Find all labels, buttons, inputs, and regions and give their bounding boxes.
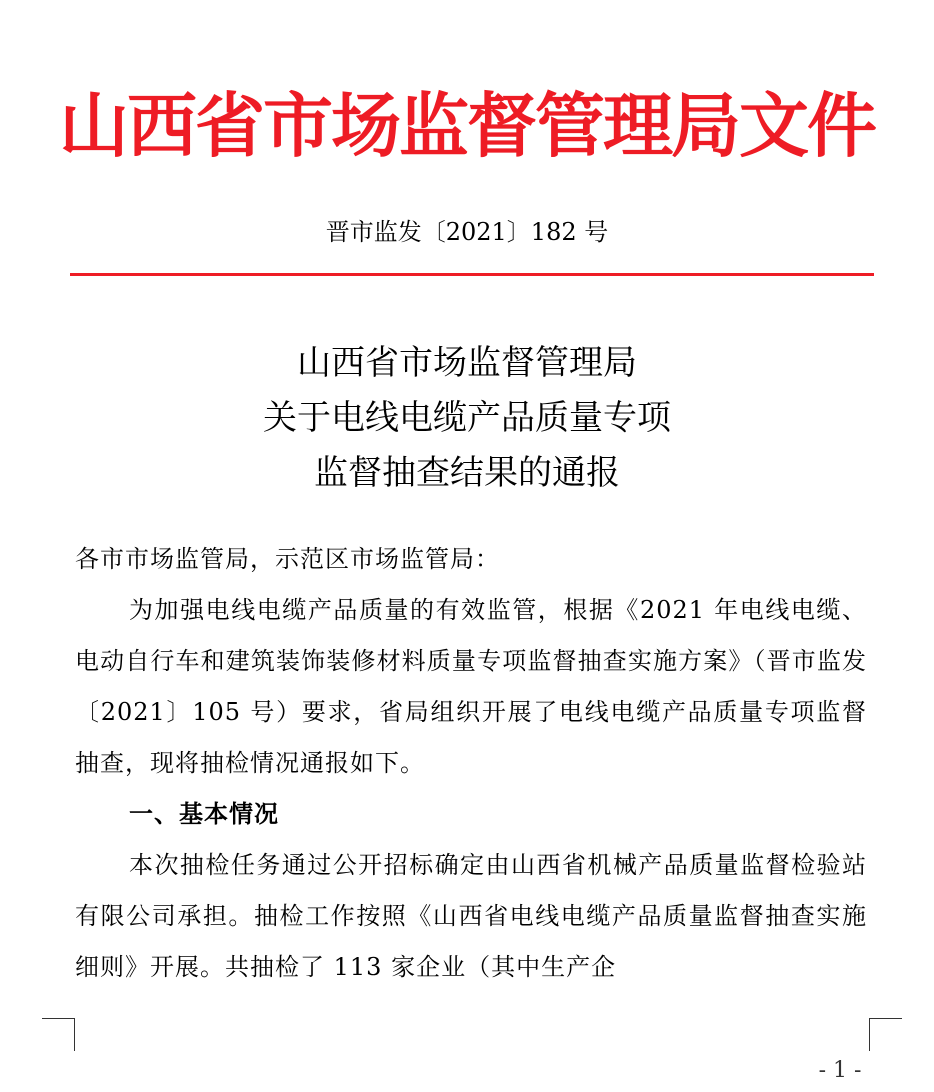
document-number: 晋市监发〔2021〕182 号	[325, 218, 609, 246]
salutation: 各市市场监管局，示范区市场监管局：	[75, 545, 500, 573]
red-divider-line	[70, 273, 874, 276]
title-line-3: 监督抽查结果的通报	[314, 453, 620, 493]
page-number: - 1 -	[818, 1058, 862, 1083]
masthead-title: 山西省市场监督管理局文件	[59, 85, 875, 167]
crop-mark-left	[42, 1018, 75, 1051]
title-line-1: 山西省市场监督管理局	[297, 343, 637, 383]
section-heading-basic-info: 一、基本情况	[129, 800, 279, 828]
paragraph-intro: 为加强电线电缆产品质量的有效监管，根据《2021 年电线电缆、电动自行车和建筑装饰装修材料质量专项监督抽查实施方案》（晋市监发〔2021〕105 号）要求，省局组织开展了电线电缆产品质量专项监督抽查，现将抽检情况通报如下。	[75, 596, 867, 777]
document-body	[75, 534, 867, 993]
paragraph-basic-info: 本次抽检任务通过公开招标确定由山西省机械产品质量监督检验站有限公司承担。抽检工作按照《山西省电线电缆产品质量监督抽查实施细则》开展。共抽检了 113 家企业（其中生产企	[75, 851, 867, 981]
crop-mark-right	[869, 1018, 902, 1051]
document-title	[0, 336, 934, 501]
title-line-2: 关于电线电缆产品质量专项	[263, 398, 671, 438]
